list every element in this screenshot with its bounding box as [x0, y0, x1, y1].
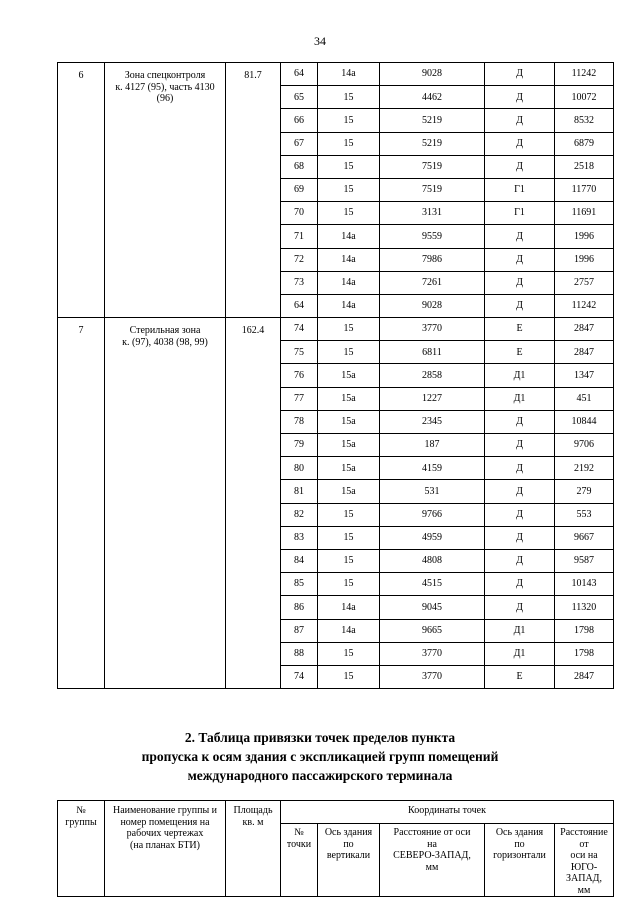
group-name-line: Стерильная зона	[129, 325, 201, 337]
distance-southwest-cell: 553	[555, 503, 614, 526]
header-coordinates: Координаты точек	[281, 801, 614, 824]
distance-northwest-cell: 4462	[380, 86, 485, 109]
horizontal-axis-cell: Д	[485, 573, 555, 596]
vertical-axis-cell: 15а	[318, 457, 380, 480]
distance-northwest-cell: 5219	[380, 132, 485, 155]
horizontal-axis-cell: Г1	[485, 202, 555, 225]
horizontal-axis-cell: Д	[485, 271, 555, 294]
vertical-axis-cell: 15	[318, 155, 380, 178]
vertical-axis-cell: 15	[318, 202, 380, 225]
distance-northwest-cell: 7519	[380, 155, 485, 178]
point-number-cell: 88	[281, 642, 318, 665]
vertical-axis-cell: 14а	[318, 63, 380, 86]
point-number-cell: 64	[281, 294, 318, 317]
distance-southwest-cell: 9587	[555, 549, 614, 572]
point-number-cell: 76	[281, 364, 318, 387]
distance-northwest-cell: 4159	[380, 457, 485, 480]
header-table	[57, 800, 614, 897]
horizontal-axis-cell: Е	[485, 341, 555, 364]
distance-northwest-cell: 9766	[380, 503, 485, 526]
distance-northwest-cell: 2345	[380, 410, 485, 433]
vertical-axis-cell: 15а	[318, 410, 380, 433]
distance-southwest-cell: 11770	[555, 178, 614, 201]
distance-southwest-cell: 9667	[555, 526, 614, 549]
horizontal-axis-cell: Д	[485, 549, 555, 572]
distance-southwest-cell: 11242	[555, 63, 614, 86]
horizontal-axis-cell: Д	[485, 294, 555, 317]
table-row	[58, 318, 614, 341]
point-number-cell: 82	[281, 503, 318, 526]
vertical-axis-cell: 14а	[318, 294, 380, 317]
horizontal-axis-cell: Д	[485, 132, 555, 155]
distance-northwest-cell: 187	[380, 434, 485, 457]
distance-northwest-cell: 531	[380, 480, 485, 503]
vertical-axis-cell: 15а	[318, 434, 380, 457]
vertical-axis-cell: 15	[318, 318, 380, 341]
distance-southwest-cell: 2518	[555, 155, 614, 178]
vertical-axis-cell: 15а	[318, 387, 380, 410]
point-number-cell: 65	[281, 86, 318, 109]
point-number-cell: 67	[281, 132, 318, 155]
vertical-axis-cell: 15	[318, 573, 380, 596]
distance-northwest-cell: 3770	[380, 318, 485, 341]
header-distance-northwest: Расстояние от оси на СЕВЕРО-ЗАПАД, мм	[380, 824, 485, 897]
distance-southwest-cell: 2847	[555, 318, 614, 341]
horizontal-axis-cell: Д	[485, 596, 555, 619]
vertical-axis-cell: 15	[318, 86, 380, 109]
horizontal-axis-cell: Е	[485, 665, 555, 688]
group-number-cell: 7	[58, 318, 105, 689]
point-number-cell: 85	[281, 573, 318, 596]
horizontal-axis-cell: Е	[485, 318, 555, 341]
distance-southwest-cell: 1798	[555, 619, 614, 642]
horizontal-axis-cell: Д	[485, 63, 555, 86]
vertical-axis-cell: 15	[318, 132, 380, 155]
point-number-cell: 72	[281, 248, 318, 271]
points-table	[57, 62, 614, 689]
distance-northwest-cell: 3131	[380, 202, 485, 225]
distance-northwest-cell: 7519	[380, 178, 485, 201]
header-area: Площадь кв. м	[226, 801, 281, 897]
distance-northwest-cell: 9559	[380, 225, 485, 248]
group-name-cell	[105, 63, 226, 318]
point-number-cell: 83	[281, 526, 318, 549]
vertical-axis-cell: 15	[318, 503, 380, 526]
group-number-cell: 6	[58, 63, 105, 318]
header-horizontal-axis: Ось здания по горизонтали	[485, 824, 555, 897]
point-number-cell: 77	[281, 387, 318, 410]
point-number-cell: 68	[281, 155, 318, 178]
section-title	[0, 728, 640, 785]
distance-southwest-cell: 9706	[555, 434, 614, 457]
vertical-axis-cell: 14а	[318, 271, 380, 294]
distance-northwest-cell: 6811	[380, 341, 485, 364]
vertical-axis-cell: 14а	[318, 225, 380, 248]
vertical-axis-cell: 15а	[318, 480, 380, 503]
distance-southwest-cell: 10844	[555, 410, 614, 433]
vertical-axis-cell: 14а	[318, 619, 380, 642]
horizontal-axis-cell: Д	[485, 225, 555, 248]
distance-southwest-cell: 1798	[555, 642, 614, 665]
distance-southwest-cell: 10072	[555, 86, 614, 109]
point-number-cell: 81	[281, 480, 318, 503]
distance-southwest-cell: 2847	[555, 665, 614, 688]
horizontal-axis-cell: Д1	[485, 364, 555, 387]
point-number-cell: 74	[281, 665, 318, 688]
vertical-axis-cell: 15	[318, 642, 380, 665]
distance-northwest-cell: 9028	[380, 294, 485, 317]
distance-southwest-cell: 451	[555, 387, 614, 410]
distance-northwest-cell: 4959	[380, 526, 485, 549]
horizontal-axis-cell: Д	[485, 434, 555, 457]
point-number-cell: 78	[281, 410, 318, 433]
point-number-cell: 84	[281, 549, 318, 572]
distance-northwest-cell: 9028	[380, 63, 485, 86]
vertical-axis-cell: 15	[318, 178, 380, 201]
horizontal-axis-cell: Д1	[485, 387, 555, 410]
group-name-line: Зона спецконтроля	[124, 70, 206, 81]
distance-southwest-cell: 2192	[555, 457, 614, 480]
vertical-axis-cell: 15	[318, 109, 380, 132]
horizontal-axis-cell: Д	[485, 410, 555, 433]
group-area-cell: 162.4	[226, 318, 281, 689]
point-number-cell: 71	[281, 225, 318, 248]
horizontal-axis-cell: Д	[485, 155, 555, 178]
table-row	[58, 63, 614, 86]
group-name-line: к. (97), 4038 (98, 99)	[122, 336, 208, 348]
vertical-axis-cell: 15	[318, 665, 380, 688]
horizontal-axis-cell: Д	[485, 480, 555, 503]
point-number-cell: 69	[281, 178, 318, 201]
distance-northwest-cell: 7261	[380, 271, 485, 294]
horizontal-axis-cell: Д	[485, 457, 555, 480]
header-group-name: Наименование группы и номер помещения на рабочих чертежах (на планах БТИ)	[105, 801, 226, 897]
header-point-number: № точки	[281, 824, 318, 897]
distance-southwest-cell: 2757	[555, 271, 614, 294]
distance-southwest-cell: 8532	[555, 109, 614, 132]
distance-northwest-cell: 1227	[380, 387, 485, 410]
horizontal-axis-cell: Д	[485, 248, 555, 271]
point-number-cell: 80	[281, 457, 318, 480]
header-vertical-axis: Ось здания по вертикали	[318, 824, 380, 897]
point-number-cell: 70	[281, 202, 318, 225]
distance-northwest-cell: 4808	[380, 549, 485, 572]
distance-northwest-cell: 4515	[380, 573, 485, 596]
page-number: 34	[314, 34, 326, 48]
distance-southwest-cell: 11691	[555, 202, 614, 225]
distance-southwest-cell: 279	[555, 480, 614, 503]
horizontal-axis-cell: Д1	[485, 642, 555, 665]
distance-southwest-cell: 1996	[555, 225, 614, 248]
section-title-line: 2. Таблица привязки точек пределов пункта	[184, 730, 456, 745]
header-group-number: № группы	[58, 801, 105, 897]
distance-southwest-cell: 10143	[555, 573, 614, 596]
point-number-cell: 87	[281, 619, 318, 642]
distance-northwest-cell: 9665	[380, 619, 485, 642]
horizontal-axis-cell: Г1	[485, 178, 555, 201]
group-area-cell: 81.7	[226, 63, 281, 318]
horizontal-axis-cell: Д	[485, 526, 555, 549]
group-name-line: (96)	[156, 93, 174, 104]
header-distance-southwest: Расстояние от оси на ЮГО-ЗАПАД, мм	[555, 824, 614, 897]
distance-northwest-cell: 3770	[380, 642, 485, 665]
distance-northwest-cell: 7986	[380, 248, 485, 271]
point-number-cell: 74	[281, 318, 318, 341]
point-number-cell: 66	[281, 109, 318, 132]
distance-southwest-cell: 2847	[555, 341, 614, 364]
section-title-line: международного пассажирского терминала	[187, 768, 453, 783]
distance-northwest-cell: 2858	[380, 364, 485, 387]
distance-southwest-cell: 11320	[555, 596, 614, 619]
horizontal-axis-cell: Д1	[485, 619, 555, 642]
horizontal-axis-cell: Д	[485, 109, 555, 132]
horizontal-axis-cell: Д	[485, 86, 555, 109]
distance-northwest-cell: 3770	[380, 665, 485, 688]
point-number-cell: 73	[281, 271, 318, 294]
distance-northwest-cell: 5219	[380, 109, 485, 132]
vertical-axis-cell: 15а	[318, 364, 380, 387]
vertical-axis-cell: 14а	[318, 596, 380, 619]
distance-southwest-cell: 1347	[555, 364, 614, 387]
vertical-axis-cell: 15	[318, 341, 380, 364]
horizontal-axis-cell: Д	[485, 503, 555, 526]
point-number-cell: 79	[281, 434, 318, 457]
distance-southwest-cell: 6879	[555, 132, 614, 155]
section-title-line: пропуска к осям здания с экспликацией групп помещений	[141, 749, 499, 764]
group-name-cell	[105, 318, 226, 689]
vertical-axis-cell: 15	[318, 549, 380, 572]
vertical-axis-cell: 14а	[318, 248, 380, 271]
point-number-cell: 64	[281, 63, 318, 86]
distance-northwest-cell: 9045	[380, 596, 485, 619]
vertical-axis-cell: 15	[318, 526, 380, 549]
point-number-cell: 75	[281, 341, 318, 364]
distance-southwest-cell: 1996	[555, 248, 614, 271]
point-number-cell: 86	[281, 596, 318, 619]
distance-southwest-cell: 11242	[555, 294, 614, 317]
group-name-line: к. 4127 (95), часть 4130	[115, 81, 215, 93]
